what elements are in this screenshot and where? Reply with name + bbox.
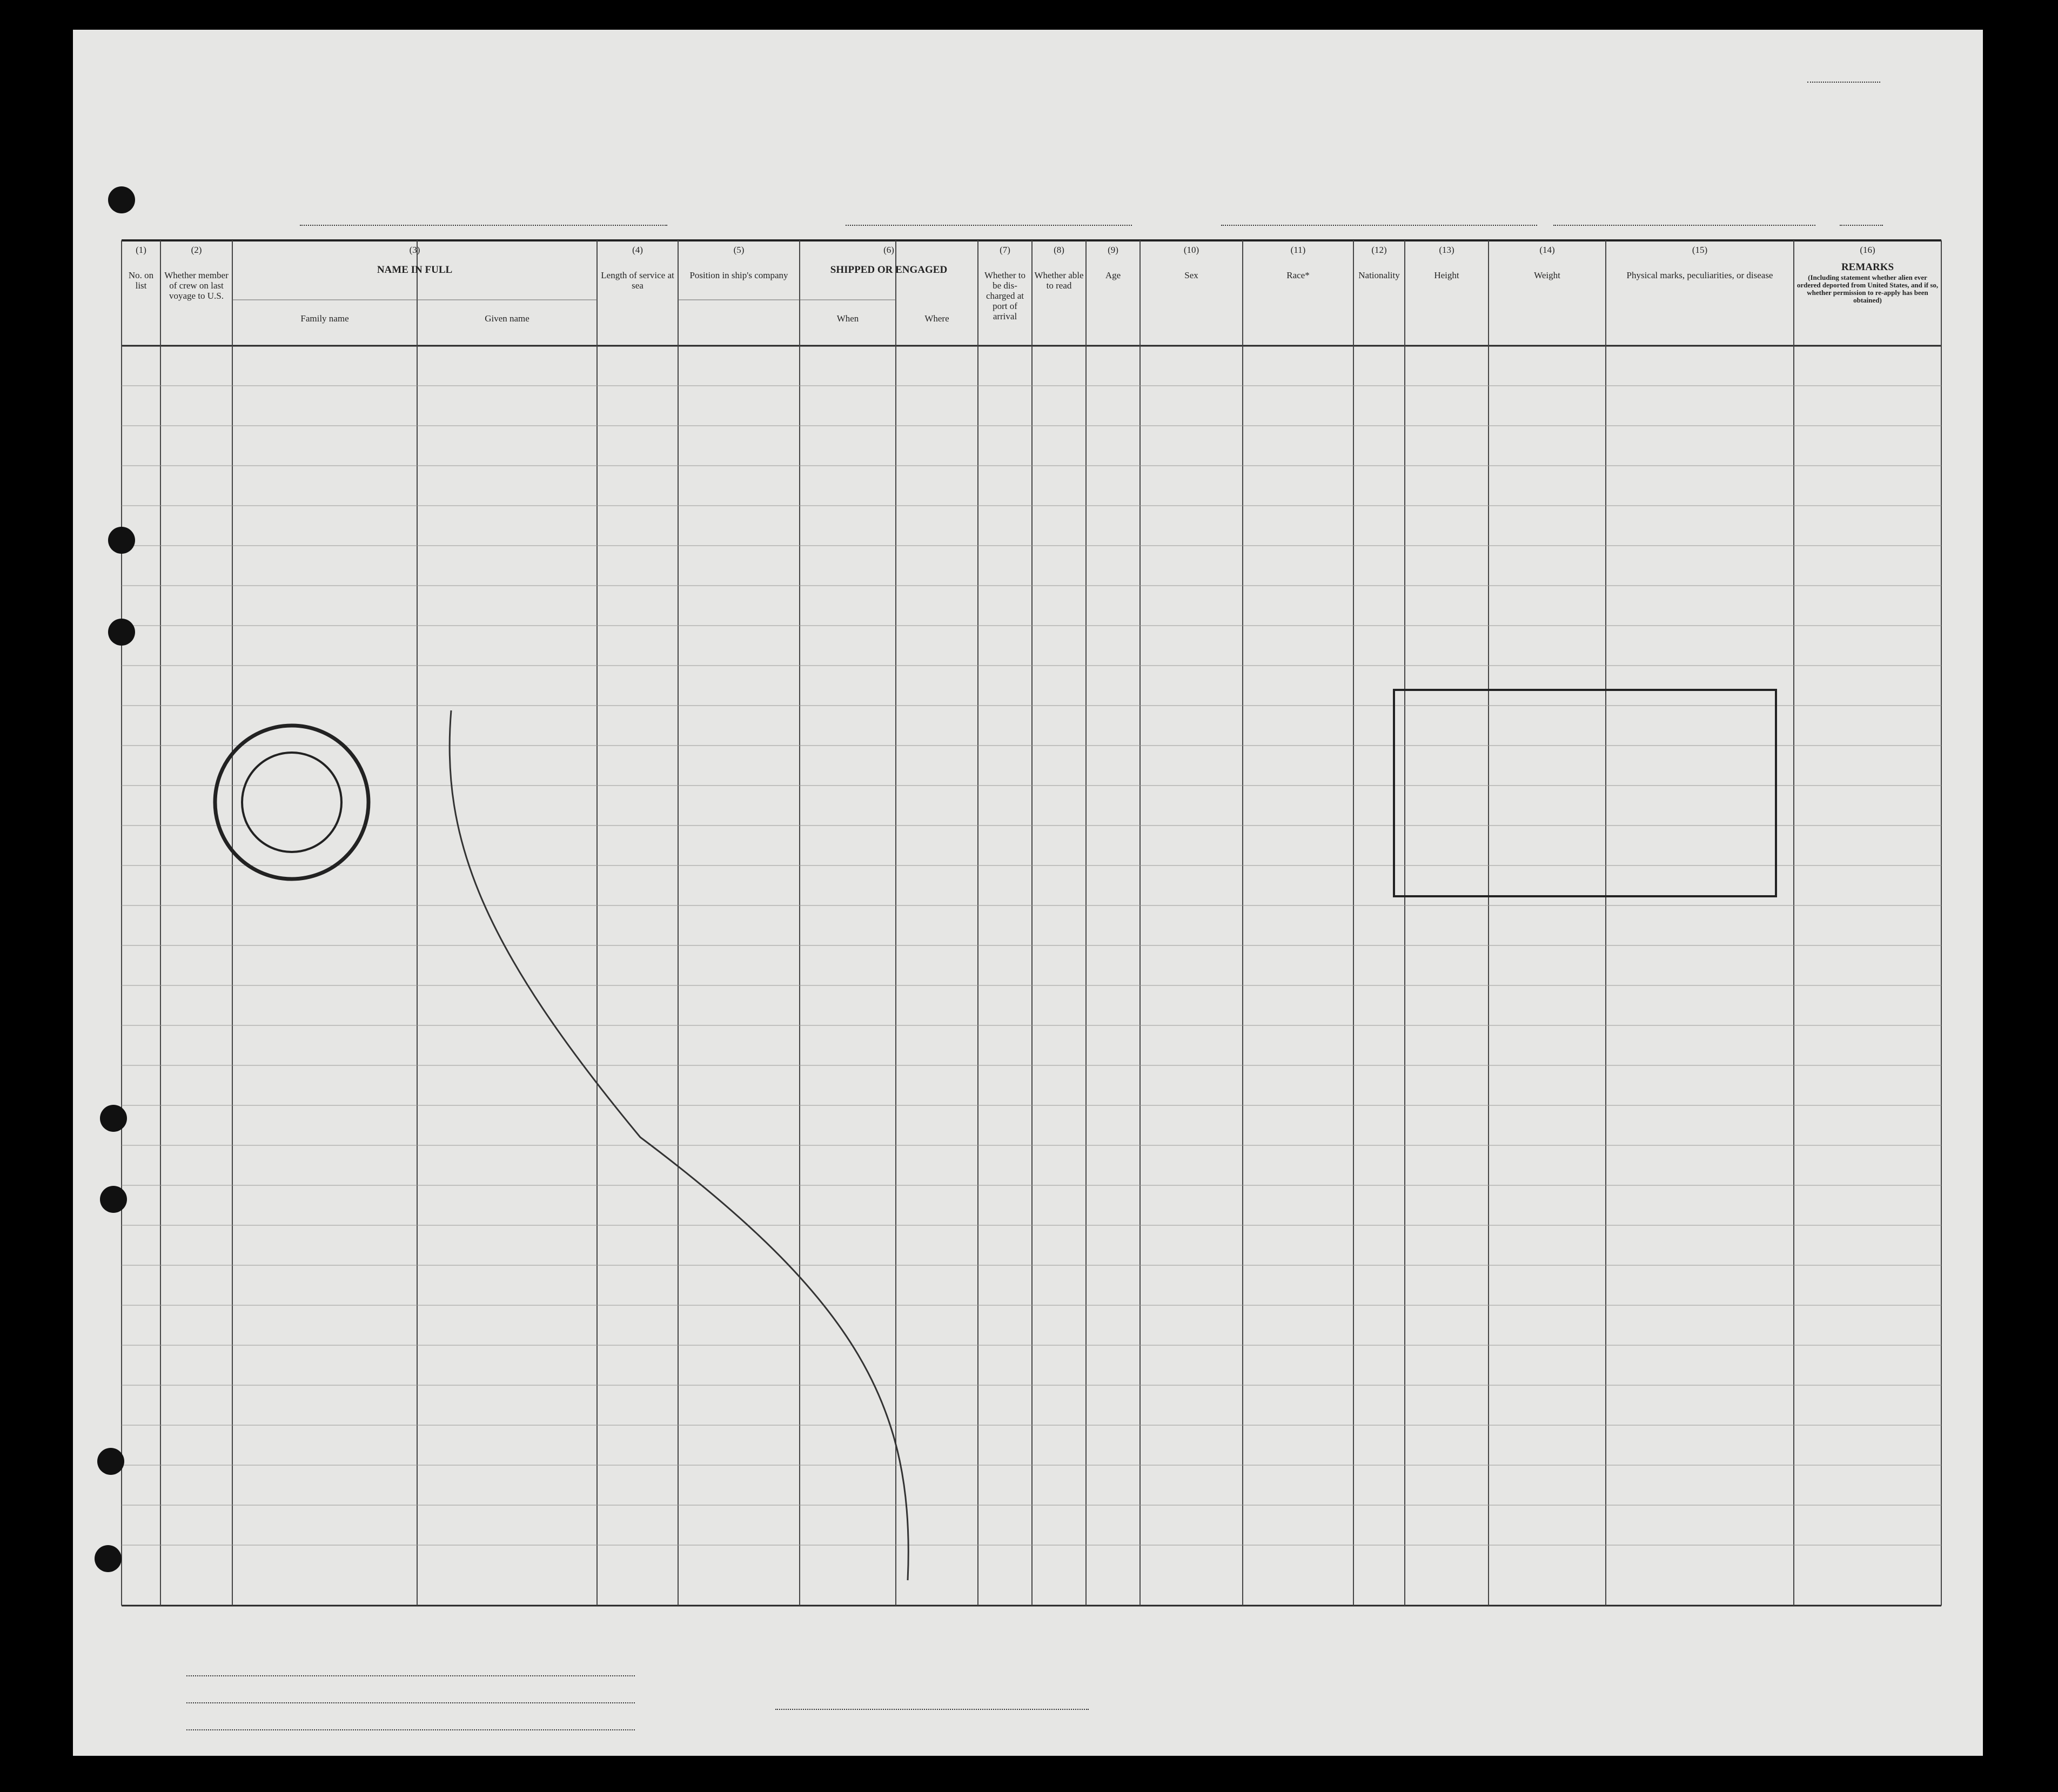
- footer-agents-field: [186, 1710, 635, 1730]
- column-number: (16): [1860, 245, 1875, 255]
- port-stamp-ring: [211, 721, 373, 883]
- column-header: SHIPPED OR ENGAGED: [830, 264, 948, 276]
- column-header: Whether to be dis-charged at port of arrival: [984, 270, 1025, 321]
- column-subheader-note: (Including statement whether alien ever ordered deported from United States, and if so, whether permission to re-apply has been obtained): [1796, 273, 1939, 304]
- column-header: Whether member of crew on last voyage to U.S.: [164, 270, 229, 301]
- column-number: (11): [1290, 245, 1306, 255]
- column-header: Physical marks, peculiarities, or disease: [1626, 270, 1773, 280]
- column-header: Position in ship's company: [689, 270, 788, 280]
- column-number: (5): [733, 245, 745, 255]
- column-number: (9): [1108, 245, 1118, 255]
- punch-hole: [95, 1545, 122, 1572]
- column-header: REMARKS: [1841, 261, 1894, 273]
- column-number: (14): [1539, 245, 1555, 255]
- column-number: (3): [409, 245, 420, 255]
- column-subheader: Family name: [300, 313, 349, 324]
- column-number: (1): [136, 245, 146, 255]
- column-header: Sex: [1184, 270, 1198, 280]
- column-header: Length of service at sea: [601, 270, 674, 291]
- column-header: NAME IN FULL: [377, 264, 453, 276]
- punch-hole: [100, 1186, 127, 1213]
- column-header: Height: [1434, 270, 1459, 280]
- manifest-sheet: [73, 30, 1983, 1756]
- inspector-signature-field: [775, 1677, 1089, 1710]
- column-number: (12): [1371, 245, 1387, 255]
- punch-hole: [100, 1105, 127, 1132]
- column-subheader: Given name: [485, 313, 529, 324]
- column-subheader: When: [836, 313, 859, 324]
- column-number: (8): [1054, 245, 1064, 255]
- column-number: (13): [1439, 245, 1454, 255]
- column-number: (10): [1183, 245, 1199, 255]
- punch-hole: [108, 186, 135, 213]
- column-subheader: Where: [924, 313, 949, 324]
- column-number: (15): [1692, 245, 1708, 255]
- punch-hole: [97, 1448, 124, 1475]
- column-number: (2): [191, 245, 202, 255]
- bureau-stamp: [1393, 689, 1777, 897]
- punch-hole: [108, 527, 135, 554]
- port-stamp: [211, 721, 373, 883]
- column-header: Weight: [1534, 270, 1560, 280]
- column-header: Nationality: [1358, 270, 1400, 280]
- column-header: Race*: [1286, 270, 1310, 280]
- column-header: No. on list: [128, 270, 154, 291]
- footer-line-field: [186, 1656, 635, 1676]
- column-header: Whether able to read: [1034, 270, 1084, 291]
- column-header: Age: [1105, 270, 1121, 280]
- column-number: (6): [883, 245, 894, 255]
- column-number: (7): [1000, 245, 1010, 255]
- column-number: (4): [632, 245, 643, 255]
- punch-hole: [108, 619, 135, 646]
- footer-owners-field: [186, 1683, 635, 1703]
